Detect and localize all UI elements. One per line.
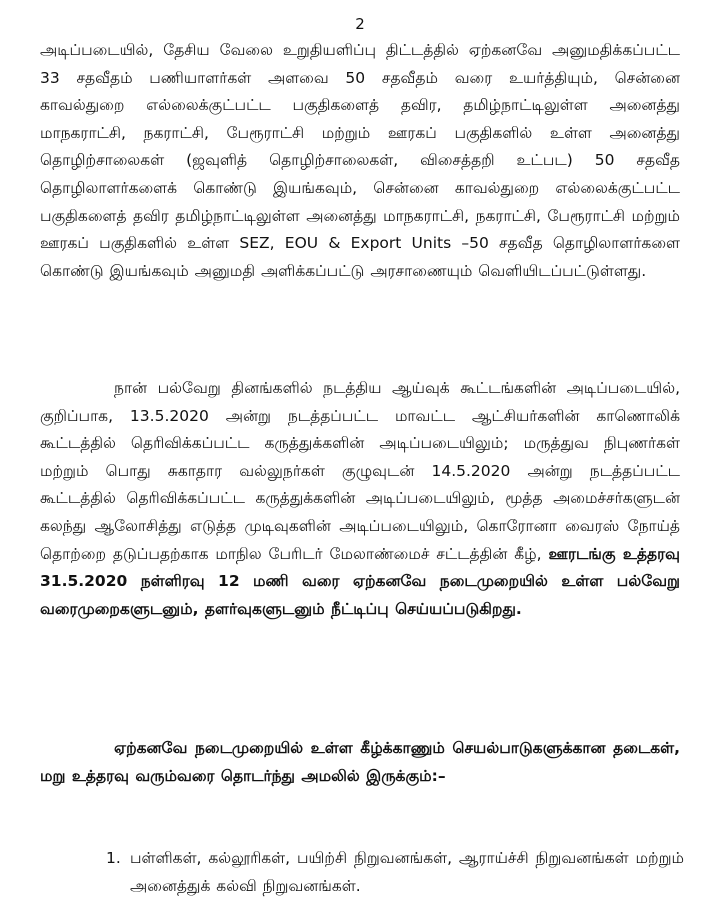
- page-number: 2: [355, 15, 365, 33]
- lockdown-extension-statement: ஊரடங்கு உத்தரவு 31.5.2020 நள்ளிரவு 12 மணி வரை ஏற்கனவே நடைமுறையில் உள்ள பல்வேறு வரைமுறைகளுடனும், தளர்வுகளுடனும் நீட்டிப்பு செய்யப்படுகிறது.: [40, 544, 680, 618]
- paragraph-lockdown-extension: [40, 375, 680, 623]
- list-item-text: பள்ளிகள், கல்லூரிகள், பயிற்சி நிறுவனங்கள், ஆராய்ச்சி நிறுவனங்கள் மற்றும் அனைத்துக் கல்வி நிறுவனங்கள்.: [130, 849, 684, 895]
- paragraph-lockdown-context: நான் பல்வேறு தினங்களில் நடத்திய ஆய்வுக் கூட்டங்களின் அடிப்படையில், குறிப்பாக, 13.5.2020 அன்று நடத்தப்பட்ட மாவட்ட ஆட்சியர்களின் காணொலிக் கூட்டத்தில் தெரிவிக்கப்பட்ட கருத்துக்களின் அடிப்படையிலும்; மருத்துவ நிபுணர்கள் மற்றும் பொது சுகாதார வல்லுநர்கள் குழுவுடன் 14.5.2020 அன்று நடத்தப்பட்ட கூட்டத்தில் தெரிவிக்கப்பட்ட கருத்துக்களின் அடிப்படையிலும், மூத்த அமைச்சர்களுடன் கலந்து ஆலோசித்து எடுத்த முடிவுகளின் அடிப்படையிலும், கொரோனா வைரஸ் நோய்த் தொற்றை தடுப்பதற்காக மாநில பேரிடர் மேலாண்மைச் சட்டத்தின் கீழ்,: [40, 379, 680, 563]
- list-item: [106, 845, 684, 900]
- list-item-number: 1.: [106, 849, 121, 867]
- paragraph-permissions: அடிப்படையில், தேசிய வேலை உறுதியளிப்பு திட்டத்தில் ஏற்கனவே அனுமதிக்கப்பட்ட 33 சதவீதம் பணியாளர்கள் அளவை 50 சதவீதம் வரை உயர்த்தியும், சென்னை காவல்துறை எல்லைக்குட்பட்ட பகுதிகளைத் தவிர, தமிழ்நாட்டிலுள்ள அனைத்து மாநகராட்சி, நகராட்சி, பேரூராட்சி மற்றும் ஊரகப் பகுதிகளில் உள்ள அனைத்து தொழிற்சாலைகள் (ஜவுளித் தொழிற்சாலைகள், விசைத்தறி உட்பட) 50 சதவீத தொழிலாளர்களைக் கொண்டு இயங்கவும், சென்னை காவல்துறை எல்லைக்குட்பட்ட பகுதிகளைத் தவிர தமிழ்நாட்டிலுள்ள அனைத்து மாநகராட்சி, நகராட்சி, பேரூராட்சி மற்றும் ஊரகப் பகுதிகளில் உள்ள SEZ, EOU & Export Units –50 சதவீத தொழிலாளர்களை கொண்டு இயங்கவும் அனுமதி அளிக்கப்பட்டு அரசாணையும் வெளியிடப்பட்டுள்ளது.: [40, 41, 680, 280]
- paragraph-continued-restrictions: ஏற்கனவே நடைமுறையில் உள்ள கீழ்க்காணும் செயல்பாடுகளுக்கான தடைகள், மறு உத்தரவு வரும்வரை தொடர்ந்து அமலில் இருக்கும்:–: [40, 739, 680, 785]
- restrictions-list: [106, 845, 684, 900]
